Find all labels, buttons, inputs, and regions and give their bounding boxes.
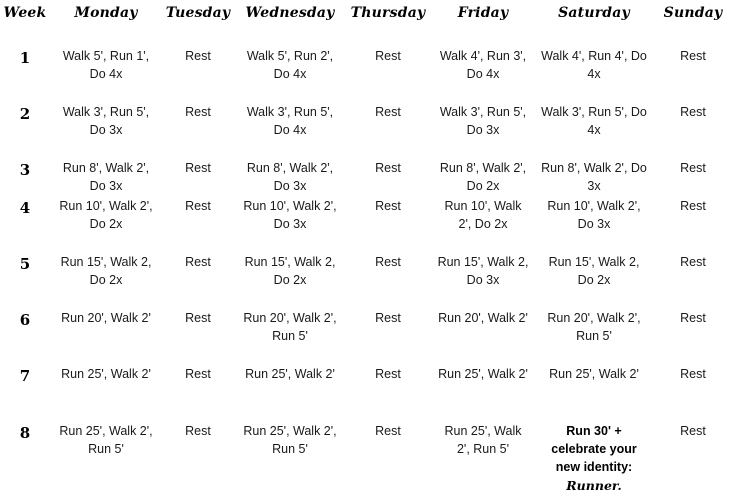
cell-monday: Run 15', Walk 2, Do 2x [60,255,152,287]
cell-friday: Run 8', Walk 2', Do 2x [439,161,527,193]
cell-saturday-celebration [540,422,648,495]
cell-saturday: Run 10', Walk 2', Do 3x [547,199,641,231]
header-week: Week [3,5,47,21]
cell-friday: Run 15', Walk 2, Do 3x [437,255,529,287]
cell-wednesday: Run 10', Walk 2', Do 3x [243,199,337,231]
cell-wednesday: Run 8', Walk 2', Do 3x [246,161,334,193]
cell-tuesday: Rest [185,311,211,325]
week-number: 1 [19,49,31,67]
cell-monday: Run 25', Walk 2' [61,367,151,381]
cell-sunday: Rest [680,311,706,325]
cell-friday: Walk 3', Run 5', Do 3x [439,105,527,137]
cell-saturday: Run 20', Walk 2', Run 5' [547,311,641,343]
week-number: 7 [19,367,31,385]
week-number: 3 [19,161,31,179]
cell-thursday: Rest [375,311,401,325]
cell-wednesday: Run 25', Walk 2' [245,367,335,381]
cell-saturday: Run 15', Walk 2, Do 2x [548,255,640,287]
cell-wednesday: Walk 3', Run 5', Do 4x [246,105,334,137]
cell-thursday: Rest [375,161,401,175]
cell-wednesday: Run 15', Walk 2, Do 2x [244,255,336,287]
cell-monday: Run 8', Walk 2', Do 3x [62,161,150,193]
header-monday: Monday [74,5,138,21]
cell-saturday: Run 8', Walk 2', Do 3x [541,161,647,193]
week-number: 2 [19,105,31,123]
cell-tuesday: Rest [185,199,211,213]
week-number: 5 [19,255,31,273]
cell-sunday: Rest [680,199,706,213]
cell-tuesday: Rest [185,161,211,175]
cell-tuesday: Rest [185,105,211,119]
cell-friday: Run 25', Walk 2', Run 5' [444,424,522,456]
cell-sunday: Rest [680,367,706,381]
cell-thursday: Rest [375,199,401,213]
cell-tuesday: Rest [185,49,211,63]
cell-thursday: Rest [375,424,401,438]
header-saturday: Saturday [558,5,630,21]
cell-tuesday: Rest [185,367,211,381]
cell-thursday: Rest [375,367,401,381]
cell-tuesday: Rest [185,424,211,438]
cell-sunday: Rest [680,424,706,438]
cell-monday: Run 25', Walk 2', Run 5' [59,424,153,456]
header-wednesday: Wednesday [245,5,335,21]
header-thursday: Thursday [350,5,426,21]
cell-friday: Walk 4', Run 3', Do 4x [439,49,527,81]
week-number: 8 [19,424,31,442]
cell-monday: Walk 3', Run 5', Do 3x [62,105,150,137]
header-tuesday: Tuesday [165,5,231,21]
cell-tuesday: Rest [185,255,211,269]
celebration-text: Run 30' + celebrate your new identity: [551,424,637,474]
cell-saturday: Run 25', Walk 2' [549,367,639,381]
cell-friday: Run 20', Walk 2' [438,311,528,325]
cell-saturday: Walk 4', Run 4', Do 4x [541,49,647,81]
week-number: 6 [19,311,31,329]
runner-title: Runner. [566,478,622,493]
cell-saturday: Walk 3', Run 5', Do 4x [541,105,647,137]
week-number: 4 [19,199,31,217]
cell-thursday: Rest [375,49,401,63]
cell-friday: Run 10', Walk 2', Do 2x [444,199,522,231]
cell-monday: Run 20', Walk 2' [61,311,151,325]
cell-wednesday: Run 25', Walk 2', Run 5' [243,424,337,456]
cell-wednesday: Run 20', Walk 2', Run 5' [243,311,337,343]
cell-sunday: Rest [680,255,706,269]
cell-thursday: Rest [375,105,401,119]
cell-friday: Run 25', Walk 2' [438,367,528,381]
header-sunday: Sunday [663,5,723,21]
cell-monday: Run 10', Walk 2', Do 2x [59,199,153,231]
header-friday: Friday [457,5,509,21]
cell-sunday: Rest [680,161,706,175]
cell-monday: Walk 5', Run 1', Do 4x [62,49,150,81]
cell-thursday: Rest [375,255,401,269]
cell-sunday: Rest [680,105,706,119]
cell-wednesday: Walk 5', Run 2', Do 4x [246,49,334,81]
cell-sunday: Rest [680,49,706,63]
